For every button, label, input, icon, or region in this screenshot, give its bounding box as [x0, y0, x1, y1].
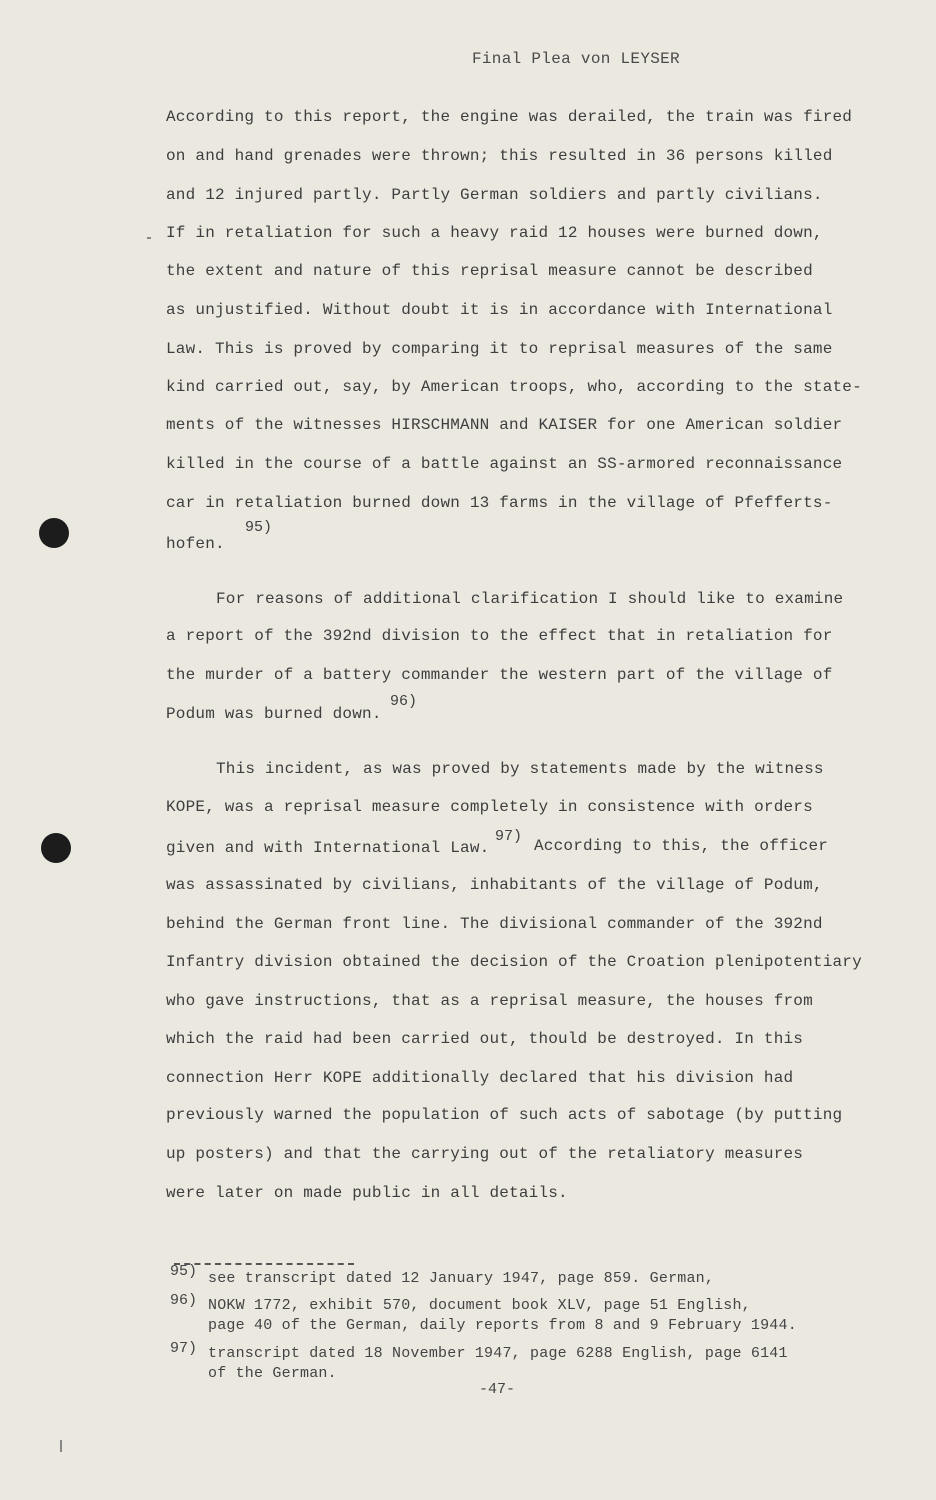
text-line: given and with International Law. — [166, 839, 490, 857]
text-line: killed in the course of a battle against an SS-armored reconnaissance — [166, 455, 843, 473]
text-line: were later on made public in all details. — [166, 1184, 568, 1202]
text-line: If in retaliation for such a heavy raid 12 houses were burned down, — [166, 224, 823, 242]
footnote-text: page 40 of the German, daily reports from 8 and 9 February 1944. — [208, 1317, 797, 1334]
text-line: previously warned the population of such acts of sabotage (by putting — [166, 1106, 843, 1124]
text-line: up posters) and that the carrying out of the retaliatory measures — [166, 1145, 804, 1163]
text-line: According to this report, the engine was derailed, the train was fired — [166, 108, 853, 126]
text-line: was assassinated by civilians, inhabitants of the village of Podum, — [166, 876, 823, 894]
text-line: kind carried out, say, by American troops, who, according to the state- — [166, 378, 862, 396]
text-line: car in retaliation burned down 13 farms in the village of Pfefferts- — [166, 494, 833, 512]
text-line: hofen. — [166, 535, 225, 553]
footnote-ref-97: 97) — [495, 828, 523, 845]
footnote-number: 97) — [170, 1340, 198, 1357]
punch-hole-bottom — [41, 833, 71, 863]
text-line: For reasons of additional clarification I should like to examine — [216, 590, 844, 608]
footnote-text: transcript dated 18 November 1947, page 6288 English, page 6141 — [208, 1345, 788, 1362]
text-line: According to this, the officer — [534, 837, 829, 855]
text-line: Law. This is proved by comparing it to reprisal measures of the same — [166, 340, 833, 358]
footnote-number: 95) — [170, 1263, 198, 1280]
text-line: Podum was burned down. — [166, 705, 382, 723]
text-line: on and hand grenades were thrown; this resulted in 36 persons killed — [166, 147, 833, 165]
footnote-number: 96) — [170, 1292, 198, 1309]
text-line: connection Herr KOPE additionally declared that his division had — [166, 1069, 794, 1087]
text-line: who gave instructions, that as a reprisal measure, the houses from — [166, 992, 813, 1010]
footnote-text: of the German. — [208, 1365, 337, 1382]
page-header: Final Plea von LEYSER — [472, 50, 680, 68]
text-line: ments of the witnesses HIRSCHMANN and KAISER for one American soldier — [166, 416, 843, 434]
footnote-ref-95: 95) — [245, 519, 273, 536]
footnote-text: NOKW 1772, exhibit 570, document book XLV, page 51 English, — [208, 1297, 751, 1314]
text-line: KOPE, was a reprisal measure completely in consistence with orders — [166, 798, 813, 816]
footnote-ref-96: 96) — [390, 693, 418, 710]
text-line: a report of the 392nd division to the effect that in retaliation for — [166, 627, 833, 645]
text-line: behind the German front line. The divisional commander of the 392nd — [166, 915, 823, 933]
text-line: This incident, as was proved by statements made by the witness — [216, 760, 824, 778]
text-line: as unjustified. Without doubt it is in accordance with International — [166, 301, 833, 319]
text-line: the extent and nature of this reprisal measure cannot be described — [166, 262, 813, 280]
text-line: the murder of a battery commander the western part of the village of — [166, 666, 833, 684]
text-line: and 12 injured partly. Partly German soldiers and partly civilians. — [166, 186, 823, 204]
footnote-separator — [174, 1263, 354, 1265]
page-number: -47- — [479, 1381, 516, 1398]
punch-hole-top — [39, 518, 69, 548]
text-line: which the raid had been carried out, thould be destroyed. In this — [166, 1030, 804, 1048]
text-line: Infantry division obtained the decision of the Croation plenipotentiary — [166, 953, 862, 971]
paper-mark — [60, 1440, 62, 1452]
footnote-text: see transcript dated 12 January 1947, page 859. German, — [208, 1270, 715, 1287]
paper-mark — [147, 237, 151, 239]
